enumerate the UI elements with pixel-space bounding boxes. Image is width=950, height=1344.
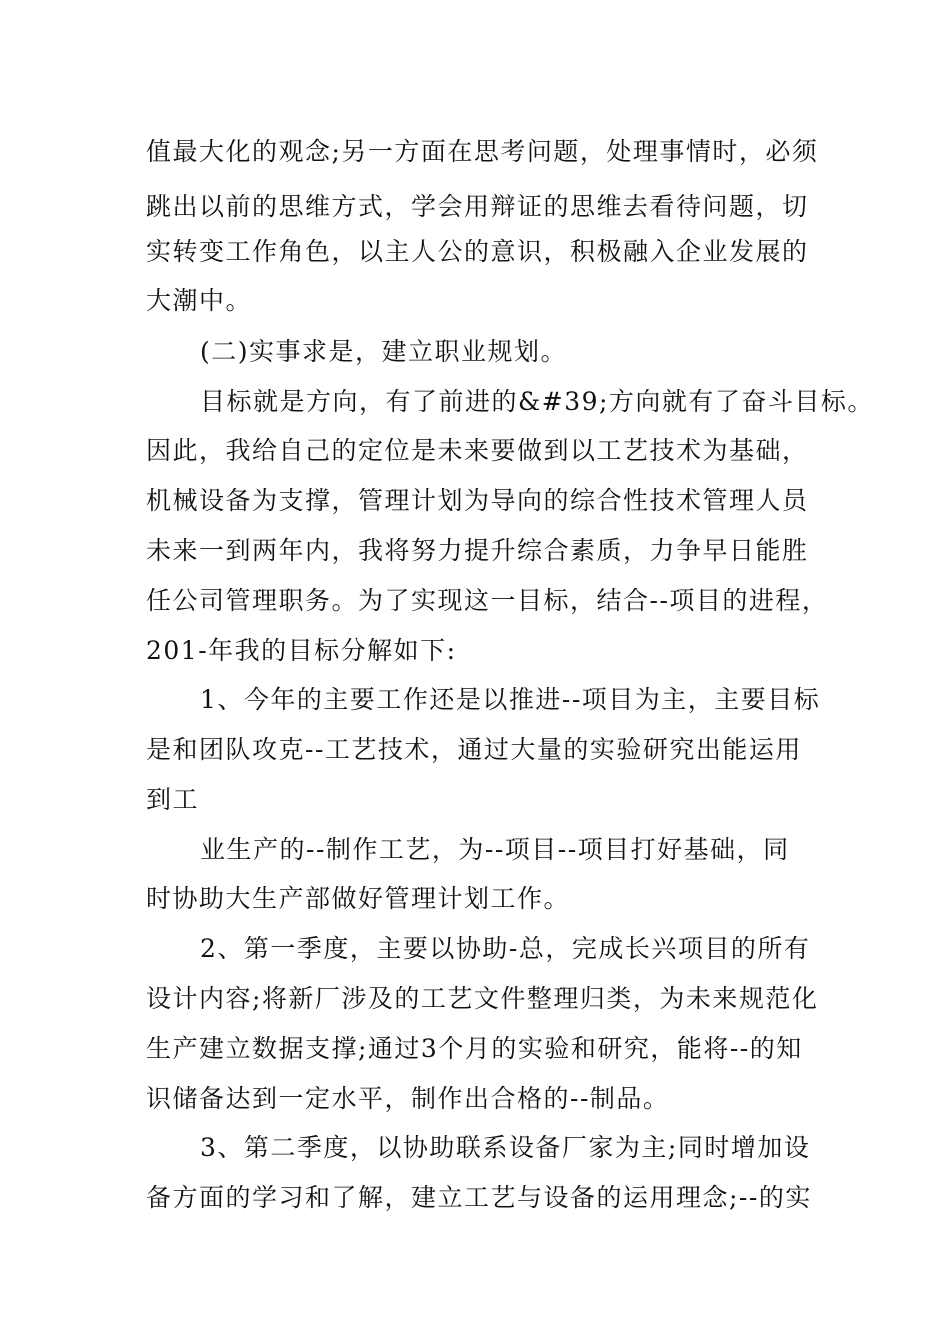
text-line: 时协助大生产部做好管理计划工作。: [146, 884, 571, 913]
text-line: 未来一到两年内，我将努力提升综合素质，力争早日能胜: [146, 536, 809, 565]
text-line: 2、第一季度，主要以协助-总，完成长兴项目的所有: [200, 934, 811, 963]
section-heading: (二)实事求是，建立职业规划。: [200, 337, 568, 366]
text-line: 到工: [146, 785, 200, 814]
text-line: 目标就是方向，有了前进的&#39;方向就有了奋斗目标。: [200, 387, 874, 416]
text-line: 业生产的--制作工艺，为--项目--项目打好基础，同: [200, 835, 790, 864]
text-line: 任公司管理职务。为了实现这一目标，结合--项目的进程，: [146, 586, 829, 615]
text-line: 3、第二季度，以协助联系设备厂家为主;同时增加设: [200, 1133, 811, 1162]
text-line: 是和团队攻克--工艺技术，通过大量的实验研究出能运用: [146, 735, 802, 764]
text-line: 因此，我给自己的定位是未来要做到以工艺技术为基础，: [146, 436, 809, 465]
text-line: 跳出以前的思维方式，学会用辩证的思维去看待问题，切: [146, 192, 809, 221]
text-line: 备方面的学习和了解，建立工艺与设备的运用理念;--的实: [146, 1183, 812, 1212]
text-line: 大潮中。: [146, 286, 253, 315]
text-line: 201-年我的目标分解如下:: [146, 636, 457, 665]
text-line: 识储备达到一定水平，制作出合格的--制品。: [146, 1084, 670, 1113]
text-line: 1、今年的主要工作还是以推进--项目为主，主要目标: [200, 685, 821, 714]
text-line: 实转变工作角色，以主人公的意识，积极融入企业发展的: [146, 237, 809, 266]
text-line: 值最大化的观念;另一方面在思考问题，处理事情时，必须: [146, 137, 819, 166]
text-line: 生产建立数据支撑;通过3个月的实验和研究，能将--的知: [146, 1034, 803, 1063]
text-line: 机械设备为支撑，管理计划为导向的综合性技术管理人员: [146, 486, 809, 515]
text-line: 设计内容;将新厂涉及的工艺文件整理归类，为未来规范化: [146, 984, 819, 1013]
